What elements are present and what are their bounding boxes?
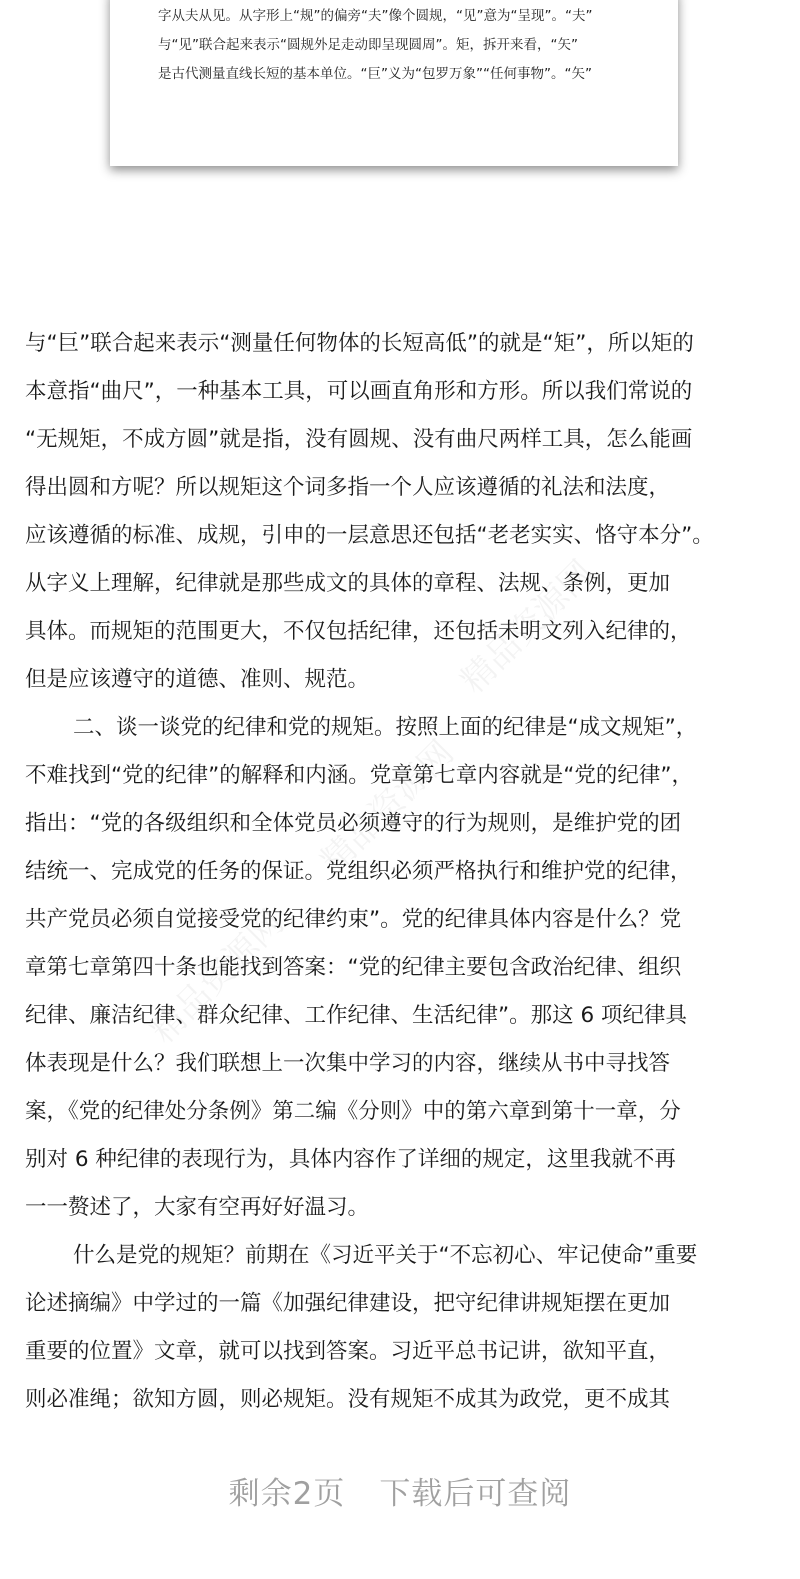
- download-prompt[interactable]: [0, 1468, 800, 1513]
- paragraph-start-line: 什么是党的规矩？前期在《习近平关于“不忘初心、牢记使命”重要: [73, 1243, 698, 1268]
- preview-line: 字从夫从见。从字形上“规”的偏旁“夫”像个圆规，“见”意为“呈现”。“夫”: [158, 8, 593, 24]
- body-line: “无规矩，不成方圆”就是指，没有圆规、没有曲尺两样工具，怎么能画: [25, 427, 693, 452]
- preview-page-card: [110, 0, 678, 166]
- body-line: 则必准绳；欲知方圆，则必规矩。没有规矩不成其为政党，更不成其: [25, 1387, 671, 1412]
- body-line: 章第七章第四十条也能找到答案：“党的纪律主要包含政治纪律、组织: [25, 955, 682, 980]
- body-line: 重要的位置》文章，就可以找到答案。习近平总书记讲，欲知平直，: [25, 1339, 671, 1364]
- body-line: 一一赘述了，大家有空再好好温习。: [25, 1195, 370, 1220]
- body-line: 案，《党的纪律处分条例》第二编《分则》中的第六章到第十一章，分: [25, 1099, 681, 1124]
- preview-line: 与“见”联合起来表示“圆规外足走动即呈现圆周”。矩，拆开来看，“矢”: [158, 37, 578, 53]
- remaining-pages-label[interactable]: 剩余2页: [228, 1476, 346, 1512]
- body-line: 指出：“党的各级组织和全体党员必须遵守的行为规则，是维护党的团: [25, 811, 682, 836]
- body-line: 从字义上理解，纪律就是那些成文的具体的章程、法规、条例，更加: [25, 571, 671, 596]
- body-line: 具体。而规矩的范围更大，不仅包括纪律，还包括未明文列入纪律的，: [25, 619, 692, 644]
- document-body: [25, 320, 777, 1424]
- body-line: 纪律、廉洁纪律、群众纪律、工作纪律、生活纪律”。那这 6 项纪律具: [25, 1003, 687, 1028]
- body-line: 共产党员必须自觉接受党的纪律约束”。党的纪律具体内容是什么？党: [25, 907, 682, 932]
- body-line: 别对 6 种纪律的表现行为，具体内容作了详细的规定，这里我就不再: [25, 1147, 676, 1172]
- section-two-heading-line: 二、谈一谈党的纪律和党的规矩。按照上面的纪律是“成文规矩”，: [73, 715, 698, 740]
- body-line: 论述摘编》中学过的一篇《加强纪律建设，把守纪律讲规矩摆在更加: [25, 1291, 671, 1316]
- body-line: 得出圆和方呢？所以规矩这个词多指一个人应该遵循的礼法和法度，: [25, 475, 671, 500]
- preview-line: 是古代测量直线长短的基本单位。“巨”义为“包罗万象”“任何事物”。“矢”: [158, 66, 592, 82]
- download-to-view-label[interactable]: 下载后可查阅: [379, 1476, 572, 1512]
- body-line: 应该遵循的标准、成规，引申的一层意思还包括“老老实实、恪守本分”。: [25, 523, 714, 548]
- body-line: 与“巨”联合起来表示“测量任何物体的长短高低”的就是“矩”，所以矩的: [25, 331, 694, 356]
- body-line: 体表现是什么？我们联想上一次集中学习的内容，继续从书中寻找答: [25, 1051, 671, 1076]
- preview-page-text: [158, 2, 638, 89]
- body-line: 但是应该遵守的道德、准则、规范。: [25, 667, 370, 692]
- body-line: 本意指“曲尺”，一种基本工具，可以画直角形和方形。所以我们常说的: [25, 379, 693, 404]
- body-line: 不难找到“党的纪律”的解释和内涵。党章第七章内容就是“党的纪律”，: [25, 763, 694, 788]
- body-line: 结统一、完成党的任务的保证。党组织必须严格执行和维护党的纪律，: [25, 859, 692, 884]
